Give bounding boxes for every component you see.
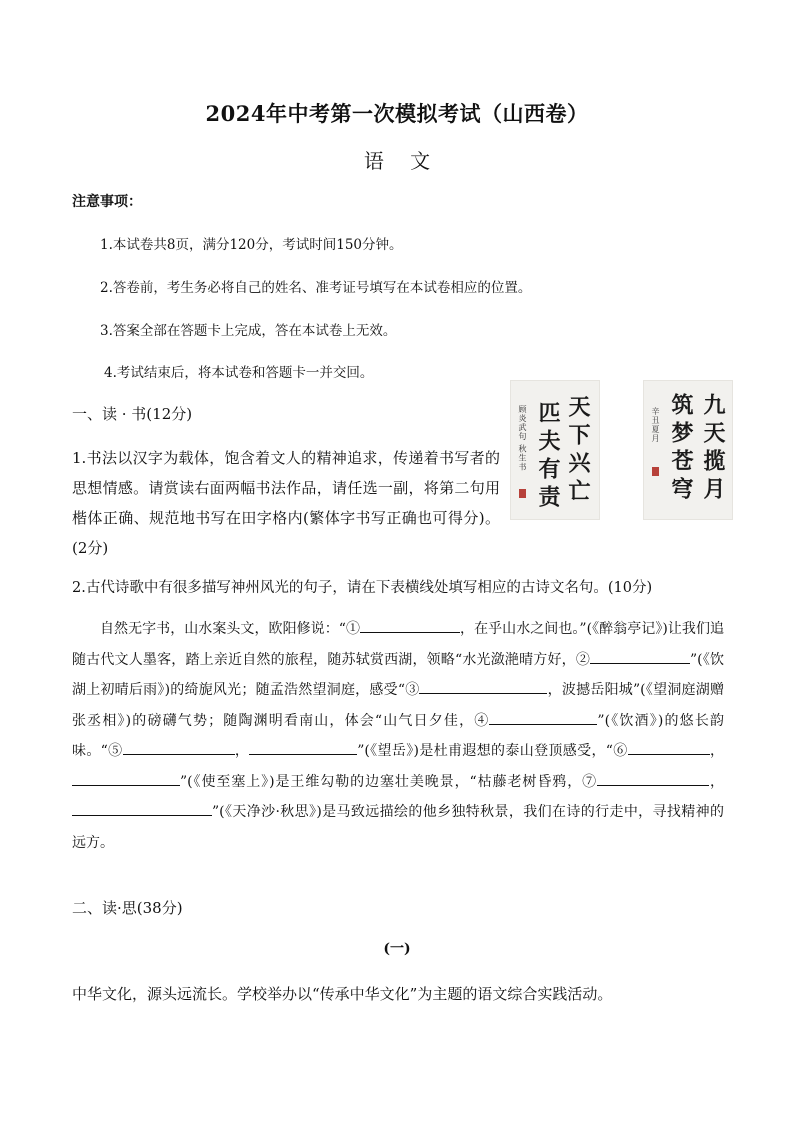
calligraphy-line-2: 匹夫有责 (535, 401, 561, 513)
calligraphy-inscription: 辛丑夏月 (651, 407, 660, 443)
calligraphy-line-2: 筑梦苍穹 (668, 393, 694, 505)
passage-text: ，波撼岳阳城”(《望洞庭湖赠张丞相》)的磅礴气势；随陶渊明看南山，体会“山气日夕佳，④ (72, 682, 724, 729)
calligraphy-line-1: 天下兴亡 (565, 395, 591, 507)
blank-line[interactable] (123, 740, 235, 755)
calligraphy-inscription: 顾炎武句 秋生书 (518, 405, 527, 472)
section2-heading: 二、读·思(38分) (72, 899, 183, 917)
fill-in-passage (72, 614, 724, 858)
seal-stamp (519, 489, 526, 498)
passage-text: ”(《使至塞上》)是王维勾勒的边塞壮美晚景，“枯藤老树昏鸦，⑦ (180, 773, 598, 790)
exam-title: 2024年中考第一次模拟考试（山西卷） (205, 101, 589, 126)
blank-line[interactable] (72, 771, 180, 786)
notice-item: 2.答卷前，考生务必将自己的姓名、准考证号填写在本试卷相应的位置。 (100, 280, 532, 296)
notice-item: 4.考试结束后，将本试卷和答题卡一并交回。 (104, 365, 374, 381)
notice-item: 3.答案全部在答题卡上完成，答在本试卷上无效。 (100, 323, 397, 339)
passage-text: ”(《望岳》)是杜甫遐想的泰山登顶感受，“⑥ (357, 743, 628, 759)
passage-text: ， (709, 743, 724, 759)
part-label: (一) (383, 941, 411, 957)
question-1: 1.书法以汉字为载体，饱含着文人的精神追求，传递着书写者的思想情感。请赏读右面两幅书法作品，请任选一副，将第二句用楷体正确、规范地书写在田字格内(繁体字书写正确也可得分)。(2分) (72, 449, 500, 557)
question-2: 2.古代诗歌中有很多描写神州风光的句子，请在下表横线处填写相应的古诗文名句。(10分) (72, 580, 653, 596)
passage-text: ”(《饮酒》)的悠长韵味。“⑤ (72, 712, 724, 759)
blank-line[interactable] (590, 649, 690, 664)
section1-heading: 一、读 · 书(12分) (72, 405, 193, 423)
blank-line[interactable] (419, 679, 547, 694)
passage-text: ， (234, 743, 250, 759)
calligraphy-line-1: 九天揽月 (700, 393, 726, 505)
blank-line[interactable] (249, 740, 357, 755)
section2-intro: 中华文化，源头远流长。学校举办以“传承中华文化”为主题的语文综合实践活动。 (72, 985, 613, 1003)
blank-line[interactable] (597, 771, 709, 786)
calligraphy-image-right (643, 380, 733, 520)
passage-text: ”(《天净沙·秋思》)是马致远描绘的他乡独特秋景，我们在诗的行走中，寻找精神的远方。 (72, 804, 724, 851)
notice-item: 1.本试卷共8页，满分120分，考试时间150分钟。 (100, 237, 403, 253)
blank-line[interactable] (628, 740, 710, 755)
calligraphy-image-left (510, 380, 600, 520)
subject-title: 语 文 (363, 149, 431, 173)
blank-line[interactable] (72, 801, 212, 816)
passage-text: 自然无字书，山水案头文，欧阳修说：“① (100, 621, 360, 637)
passage-text: ，在乎山水之间也。”(《醉翁亭记》)让我们追随古代文人墨客，踏上亲近自然的旅程，随苏轼赏西湖，领略“水光潋滟晴方好，② (72, 621, 724, 668)
blank-line[interactable] (489, 710, 597, 725)
notice-heading: 注意事项： (72, 194, 142, 210)
passage-text: ， (709, 773, 724, 790)
passage-text: ”(《饮湖上初晴后雨》)的绮旎风光；随孟浩然望洞庭，感受“③ (72, 651, 725, 698)
seal-stamp (652, 467, 659, 476)
blank-line[interactable] (360, 618, 460, 633)
